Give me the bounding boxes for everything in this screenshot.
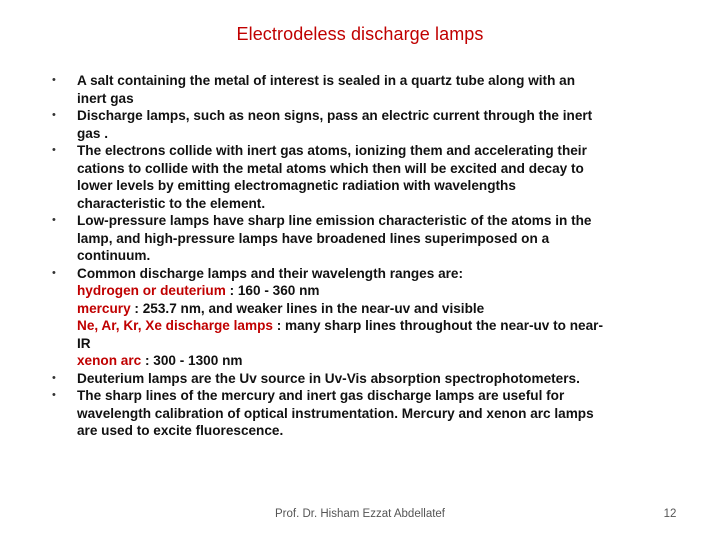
range-line — [77, 352, 692, 370]
bullet-line: The electrons collide with inert gas atoms, ionizing them and accelerating their — [77, 143, 587, 158]
bullet-marker: • — [52, 266, 56, 279]
footer-author: Prof. Dr. Hisham Ezzat Abdellatef — [274, 508, 446, 520]
bullet-line: wavelength calibration of optical instrumentation. Mercury and xenon arc lamps — [77, 405, 594, 421]
bullet-item — [52, 72, 692, 107]
bullet-line: Common discharge lamps and their wavelength ranges are: — [77, 265, 464, 281]
range-line — [77, 335, 692, 353]
page-number: 12 — [663, 508, 677, 520]
bullet-item — [52, 370, 692, 388]
bullet-line: characteristic to the element. — [77, 195, 266, 211]
lamp-name: hydrogen or deuterium — [77, 283, 226, 298]
lamp-name: xenon arc — [77, 353, 142, 368]
bullet-line: cations to collide with the metal atoms which then will be excited and decay to — [77, 160, 584, 176]
bullet-list — [52, 72, 692, 440]
bullet-marker: • — [52, 389, 56, 401]
range-line — [77, 300, 692, 318]
bullet-line: Low-pressure lamps have sharp line emission characteristic of the atoms in the — [77, 213, 592, 228]
bullet-item — [52, 107, 692, 142]
bullet-line: Discharge lamps, such as neon signs, pass an electric current through the inert — [77, 108, 593, 123]
lamp-range: : 253.7 nm, and weaker lines in the near-uv and visible — [130, 300, 485, 316]
lamp-name: Ne, Ar, Kr, Xe discharge lamps — [77, 318, 273, 333]
bullet-marker: • — [52, 109, 56, 121]
bullet-line: Deuterium lamps are the Uv source in Uv-Vis absorption spectrophotometers. — [77, 370, 580, 386]
lamp-range: : 160 - 360 nm — [225, 283, 320, 298]
bullet-line: continuum. — [77, 248, 151, 263]
bullet-line: lower levels by emitting electromagnetic radiation with wavelengths — [77, 178, 516, 193]
lamp-range: : 300 - 1300 nm — [141, 353, 243, 368]
bullet-marker: • — [52, 74, 56, 86]
range-line — [77, 282, 692, 300]
bullet-item — [52, 142, 692, 212]
bullet-marker: • — [52, 144, 56, 156]
bullet-item — [52, 265, 692, 370]
bullet-line: lamp, and high-pressure lamps have broadened lines superimposed on a — [77, 230, 550, 246]
bullet-line: are used to excite fluorescence. — [77, 423, 284, 438]
range-line — [77, 317, 692, 335]
bullet-line: The sharp lines of the mercury and inert gas discharge lamps are useful for — [77, 388, 565, 403]
bullet-marker: • — [52, 214, 56, 226]
lamp-range: IR — [77, 335, 91, 351]
bullet-line: gas . — [77, 125, 108, 141]
bullet-line: inert gas — [77, 90, 134, 106]
lamp-name: mercury — [77, 300, 131, 316]
slide-title: Electrodeless discharge lamps — [236, 24, 484, 44]
bullet-item — [52, 387, 692, 440]
bullet-marker: • — [52, 371, 56, 384]
bullet-line: A salt containing the metal of interest is sealed in a quartz tube along with an — [77, 73, 576, 88]
bullet-item — [52, 212, 692, 265]
lamp-range: : many sharp lines throughout the near-uv to near- — [272, 318, 603, 333]
